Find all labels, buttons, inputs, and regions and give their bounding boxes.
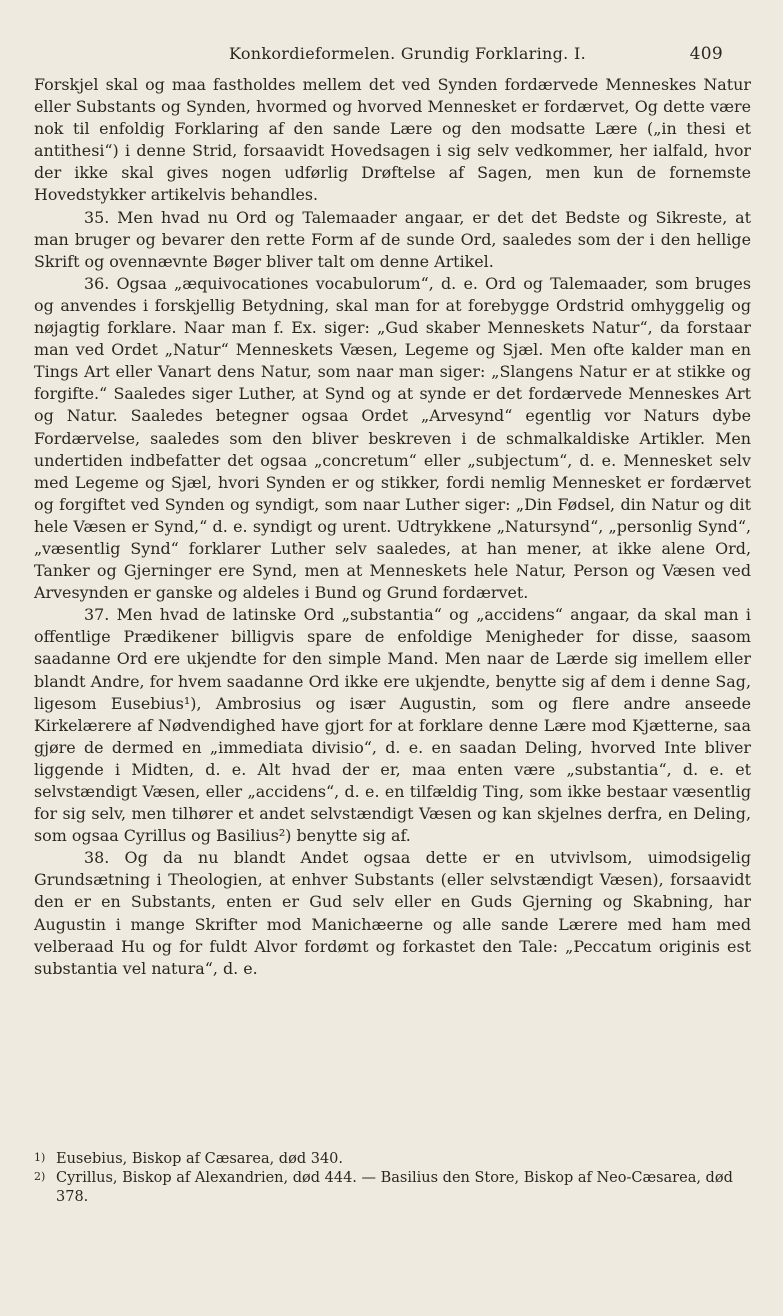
footnote-2: [34, 1169, 751, 1207]
running-head: [34, 44, 751, 74]
footnote-1: [34, 1150, 751, 1169]
page-number: 409: [689, 44, 723, 64]
footnote-text: Eusebius, Biskop af Cæsarea, død 340.: [56, 1151, 343, 1167]
paragraph-37: 37. Men hvad de latinske Ord „substantia“ og „accidens“ angaar, da skal man i offentlige Prædikener billigvis spare de enfoldige Menigheder for disse, saasom saadanne Ord ere ukjendte for den simple Mand. Men naar de Lærde sig imellem eller blandt Andre, for hvem saadanne Ord ikke ere ukjendte, benytte sig af dem i denne Sag, ligesom Eusebius¹), Ambrosius og især Augustin, som og flere andre anseede Kirkelærere af Nødvendighed have gjort for at forklare denne Lære mod Kjætterne, saa gjøre de dermed en „immediata divisio“, d. e. en saadan Deling, hvorved Inte bliver liggende i Midten, d. e. Alt hvad der er, maa enten være „substantia“, d. e. et selvstændigt Væsen, eller „accidens“, d. e. en tilfældig Ting, som ikke bestaar væsentlig for sig selv, men tilhører et andet selvstændigt Væsen og kan skjelnes derfra, en Deling, som ogsaa Cyrillus og Basilius²) benytte sig af.: [34, 605, 751, 846]
footnotes: [34, 1150, 751, 1207]
footnote-marker: 1): [34, 1151, 46, 1164]
paragraph-38: 38. Og da nu blandt Andet ogsaa dette er en utvivlsom, uimodsigelig Grundsætning i Theologien, at enhver Substants (eller selvstændigt Væsen), forsaavidt den er en Substants, enten er Gud selv eller en Guds Gjerning og Skabning, har Augustin i mange Skrifter mod Manichæerne og alle sande Lærere med ham med velberaad Hu og for fuldt Alvor fordømt og forkastet den Tale: „Peccatum originis est substantia vel natura“, d. e.: [34, 848, 751, 978]
paragraph-36: 36. Ogsaa „æquivocationes vocabulorum“, d. e. Ord og Talemaader, som bruges og anvendes i forskjellig Betydning, skal man for at forebygge Ordstrid omhyggelig og nøjagtig forklare. Naar man f. Ex. siger: „Gud skaber Menneskets Natur“, da forstaar man ved Ordet „Natur“ Menneskets Væsen, Legeme og Sjæl. Men ofte kalder man en Tings Art eller Vanart dens Natur, som naar man siger: „Slangens Natur er at stikke og forgifte.“ Saaledes siger Luther, at Synd og at synde er det fordærvede Menneskes Art og Natur. Saaledes betegner ogsaa Ordet „Arvesynd“ egentlig vor Naturs dybe Fordærvelse, saaledes som den bliver beskreven i de schmalkaldiske Artikler. Men undertiden indbefatter det ogsaa „concretum“ eller „subjectum“, d. e. Mennesket selv med Legeme og Sjæl, hvori Synden er og stikker, fordi nemlig Mennesket er fordærvet og forgiftet ved Synden og syndigt, som naar Luther siger: „Din Fødsel, din Natur og dit hele Væsen er Synd,“ d. e. syndigt og urent. Udtrykkene „Natursynd“, „personlig Synd“, „væsentlig Synd“ forklarer Luther selv saaledes, at han mener, at ikke alene Ord, Tanker og Gjerninger ere Synd, men at Menneskets hele Natur, Person og Væsen ved Arvesynden er ganske og aldeles i Bund og Grund fordærvet.: [34, 273, 751, 603]
paragraph-35: 35. Men hvad nu Ord og Talemaader angaar, er det det Bedste og Sikreste, at man bruger og bevarer den rette Form af de sunde Ord, saaledes som der i den hellige Skrift og ovennævnte Bøger bliver talt om denne Artikel.: [34, 207, 751, 271]
footnote-marker: 2): [34, 1170, 46, 1183]
footnote-text: Cyrillus, Biskop af Alexandrien, død 444. — Basilius den Store, Biskop af Neo-Cæsarea, død 378.: [56, 1170, 733, 1205]
running-title: Konkordieformelen. Grundig Forklaring. I.: [229, 44, 586, 63]
body-text: [34, 74, 751, 980]
paragraph-continuation: Forskjel skal og maa fastholdes mellem det ved Synden fordærvede Menneskes Natur eller Substants og Synden, hvormed og hvorved Mennesket er fordærvet, Og dette være nok til enfoldig Forklaring af den sande Lære og den modsatte Lære („in thesi et antithesi“) i denne Strid, forsaavidt Hovedsagen i sig selv vedkommer, her ialfald, hvor der ikke skal gives nogen udførlig Drøftelse af Sagen, men kun de fornemste Hovedstykker artikelvis behandles.: [34, 75, 751, 205]
